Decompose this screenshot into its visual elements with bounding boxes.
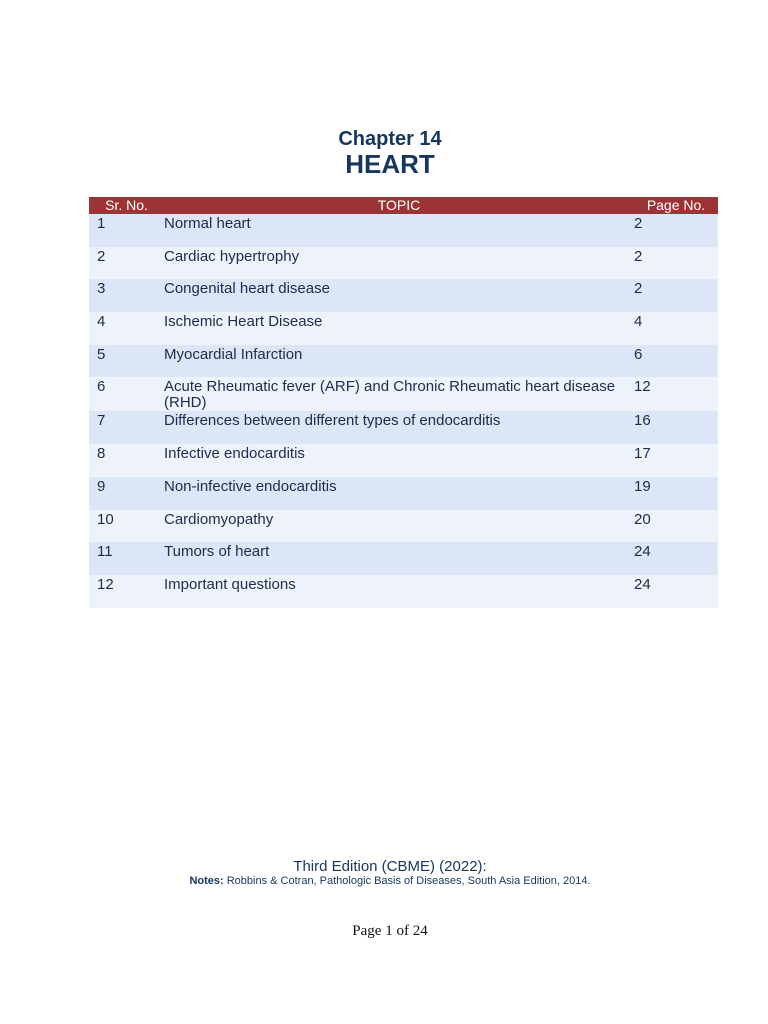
- row-topic: Cardiac hypertrophy: [164, 247, 300, 265]
- row-sr-no: 7: [97, 412, 106, 430]
- row-sr-no: 9: [97, 477, 106, 495]
- header-page-no: Page No.: [646, 197, 706, 213]
- row-sr-no: 10: [97, 510, 114, 528]
- row-page-no: 24: [634, 543, 651, 561]
- table-row[interactable]: [89, 477, 718, 510]
- row-sr-no: 11: [97, 543, 113, 561]
- row-sr-no: 2: [97, 247, 106, 265]
- notes-line: [0, 875, 768, 888]
- notes-text: Robbins & Cotran, Pathologic Basis of Diseases, South Asia Edition, 2014.: [226, 875, 591, 887]
- row-page-no: 6: [634, 345, 643, 363]
- row-sr-no: 3: [97, 280, 106, 298]
- row-sr-no: 12: [97, 575, 114, 593]
- row-topic: Tumors of heart: [164, 543, 270, 561]
- header-topic: TOPIC: [377, 197, 421, 213]
- row-page-no: 12: [634, 378, 651, 396]
- page-number: Page 1 of 24: [352, 923, 428, 939]
- row-page-no: 2: [634, 247, 643, 265]
- row-topic: Myocardial Infarction: [164, 345, 303, 363]
- row-topic: Ischemic Heart Disease: [164, 313, 323, 331]
- table-row[interactable]: [89, 411, 718, 444]
- contents-table-header: [89, 197, 718, 214]
- row-topic: Differences between different types of endocarditis: [164, 412, 501, 430]
- table-row[interactable]: [89, 345, 718, 378]
- row-page-no: 19: [634, 477, 651, 495]
- table-row[interactable]: [89, 444, 718, 477]
- table-row[interactable]: [89, 247, 718, 280]
- table-row[interactable]: [89, 377, 718, 411]
- row-topic: Normal heart: [164, 215, 251, 232]
- row-sr-no: 6: [97, 378, 106, 396]
- row-sr-no: 1: [97, 215, 106, 232]
- notes-label: Notes:: [189, 875, 224, 887]
- row-topic: Non-infective endocarditis: [164, 477, 337, 495]
- header-sr-no: Sr. No.: [105, 197, 148, 213]
- table-row[interactable]: [89, 312, 718, 345]
- row-page-no: 16: [634, 412, 651, 430]
- table-row[interactable]: [89, 542, 718, 575]
- chapter-label: Chapter 14: [338, 128, 442, 150]
- table-row[interactable]: [89, 575, 718, 608]
- table-row[interactable]: [89, 510, 718, 543]
- table-row[interactable]: [89, 214, 718, 247]
- row-topic: Infective endocarditis: [164, 445, 305, 463]
- table-row[interactable]: [89, 279, 718, 312]
- row-sr-no: 5: [97, 345, 106, 363]
- row-topic: Important questions: [164, 575, 296, 593]
- contents-table-body: [89, 214, 718, 608]
- row-page-no: 4: [634, 313, 643, 331]
- row-page-no: 24: [634, 575, 651, 593]
- row-topic: Acute Rheumatic fever (ARF) and Chronic Rheumatic heart disease (RHD): [164, 378, 616, 412]
- chapter-title: HEART: [345, 149, 435, 179]
- edition-line: Third Edition (CBME) (2022):: [293, 858, 487, 875]
- header-row: [89, 197, 718, 214]
- row-page-no: 20: [634, 510, 651, 528]
- row-page-no: 17: [634, 445, 651, 463]
- row-page-no: 2: [634, 215, 643, 232]
- row-topic: Congenital heart disease: [164, 280, 330, 298]
- row-sr-no: 4: [97, 313, 106, 331]
- row-sr-no: 8: [97, 445, 106, 463]
- contents-table: [89, 197, 718, 608]
- row-page-no: 2: [634, 280, 643, 298]
- row-topic: Cardiomyopathy: [164, 510, 274, 528]
